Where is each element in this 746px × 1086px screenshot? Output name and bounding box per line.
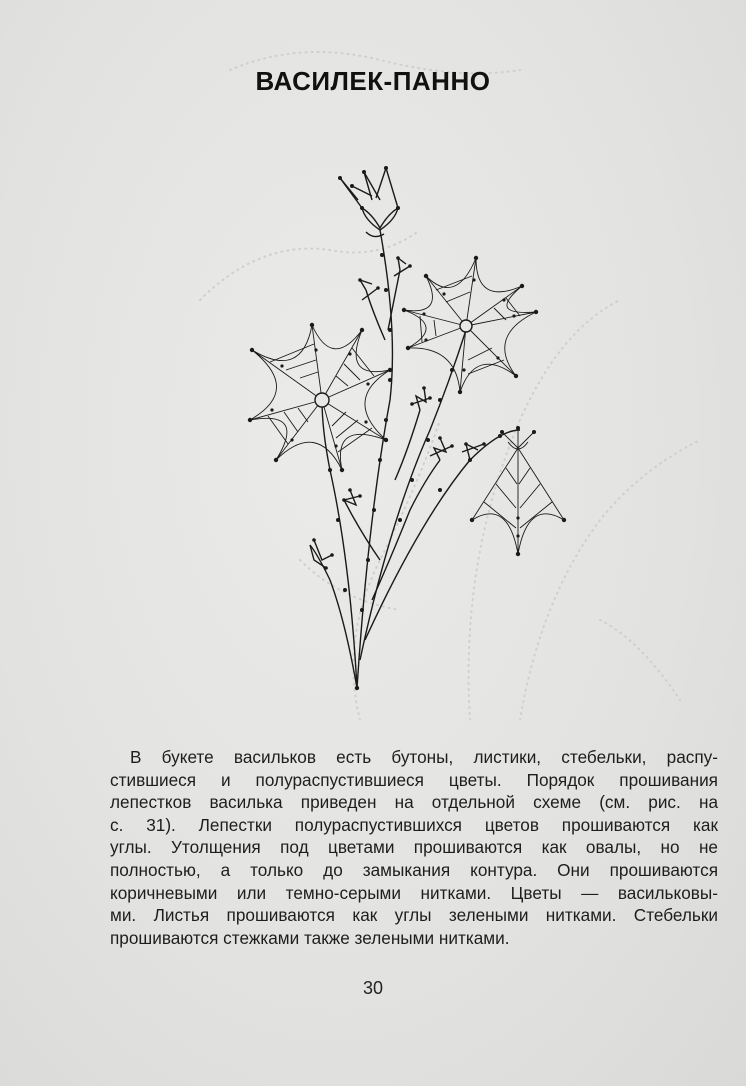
body-paragraph [110, 746, 718, 949]
page-number: 30 [362, 978, 384, 998]
body-line: стившиеся и полураспустившиеся цветы. Порядок прошивания [110, 769, 718, 790]
body-line: В букете васильков есть бутоны, листики, стебельки, распу- [130, 747, 718, 767]
body-line: прошиваются стежками также зелеными нитками. [110, 927, 510, 948]
leaves [310, 258, 484, 568]
body-line: лепестков василька приведен на отдельной схеме (см. рис. на [110, 792, 718, 813]
left-flower [248, 323, 392, 472]
page-title: ВАСИЛЕК-ПАННО [255, 66, 491, 96]
stem-small-branch [372, 460, 440, 600]
body-line: коричневыми или темно-серыми нитками. Цветы — васильковы- [110, 882, 718, 903]
body-line: полностью, а только до замыкания контура. Они прошиваются [110, 859, 718, 880]
body-line: с. 31). Лепестки полураспустившихся цветов прошиваются как [110, 814, 718, 835]
show-through-ghost [200, 52, 700, 720]
bud [340, 168, 398, 237]
right-flower [402, 256, 538, 394]
body-line: ми. Листья прошиваются как углы зелеными нитками. Стебельки [110, 905, 718, 926]
cornflower-drawing [248, 166, 566, 690]
stem-to-left-flower [322, 400, 357, 688]
stem-lower-left [310, 545, 357, 688]
body-line: углы. Утолщения под цветами прошиваются как овалы, но не [110, 837, 718, 858]
